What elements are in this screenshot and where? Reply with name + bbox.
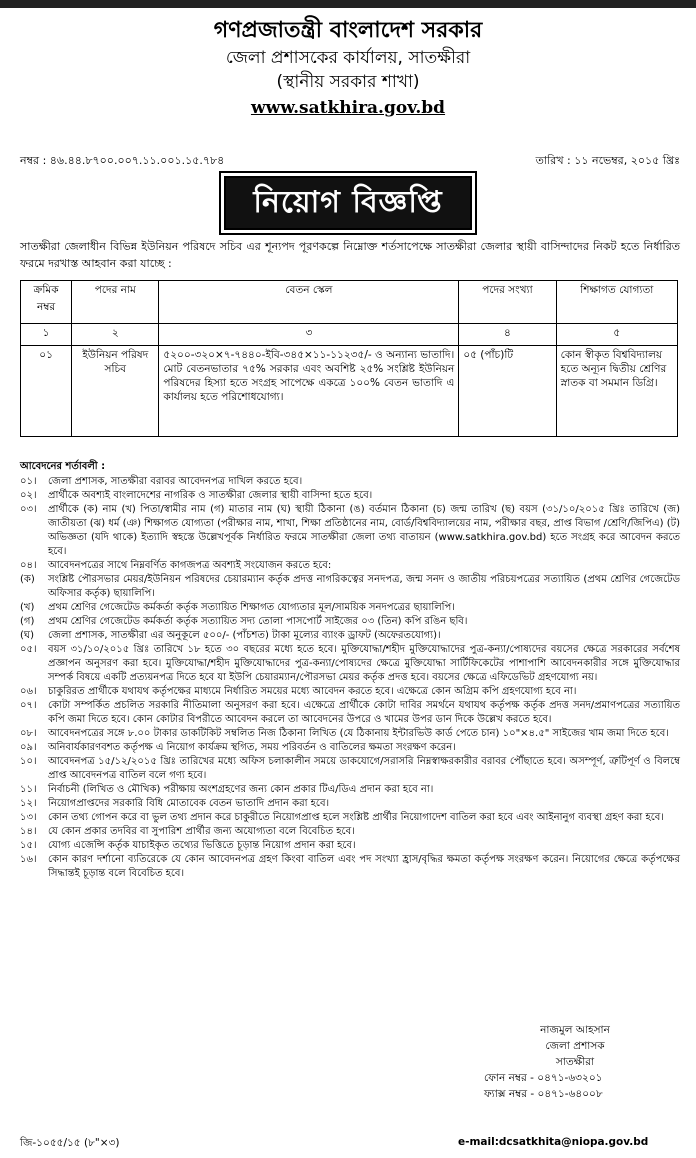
list-item [20, 503, 680, 559]
item-text: যে কোন প্রকার তদবির বা সুপারিশ প্রার্থীর জন্য অযোগ্যতা বলে বিবেচিত হবে। [48, 826, 355, 837]
list-item [20, 489, 680, 503]
list-item [20, 727, 680, 741]
item-text: প্রথম শ্রেণির গেজেটেড কর্মকর্তা কর্তৃক সত্যায়িত সদ্য তোলা পাসপোর্ট সাইজের ০৩ (তিন) কপি রঙিন ছবি। [48, 616, 468, 627]
item-number: (গ) [20, 616, 35, 627]
item-text: প্রথম শ্রেণির গেজেটেড কর্মকর্তা কর্তৃক সত্যায়িত শিক্ষাগত যোগ্যতার মূল/সাময়িক সনদপত্রের ছায়ালিপি। [48, 602, 455, 613]
item-number: ০৭। [20, 700, 37, 711]
item-text: সংশ্লিষ্ট পৌরসভার মেয়র/ইউনিয়ন পরিষদের চেয়ারম্যান কর্তৃক প্রদত্ত নাগরিকত্বের সনদপত্র, জন্ম সনদ ও জাতীয় পরিচয়পত্রের সত্যায়িত (প্রথম শ্রেণির গেজেটেড অফিসার কর্তৃক) ছায়ালিপি। [48, 574, 680, 599]
list-item [20, 573, 680, 601]
cell-qualification: কোন স্বীকৃত বিশ্ববিদ্যালয় হতে অন্যূন দ্বিতীয় শ্রেণির স্নাতক বা সমমান ডিগ্রি। [556, 346, 677, 437]
item-number: ১৬। [20, 854, 37, 865]
notice-title-box [224, 176, 472, 230]
item-number: ০৬। [20, 686, 37, 697]
list-item [20, 601, 680, 615]
item-text: জেলা প্রশাসক, সাতক্ষীরা এর অনুকূলে ৫০০/- (পাঁচশত) টাকা মূল্যের ব্যাংক ড্রাফট (অফেরতযোগ্য)। [48, 630, 441, 641]
list-item [20, 755, 680, 783]
header-post: পদের নাম [72, 281, 159, 324]
publication-code: জি-১০৫৫/১৫ (৮"×৩) [20, 1137, 120, 1149]
government-title: গণপ্রজাতন্ত্রী বাংলাদেশ সরকার [213, 18, 483, 43]
item-number: ১৩। [20, 812, 37, 823]
list-item [20, 685, 680, 699]
email-address[interactable]: e-mail:dcsatkhita@niopa.gov.bd [458, 1136, 649, 1148]
memo-date: তারিখ : ১১ নভেম্বর, ২০১৫ খ্রিঃ [535, 154, 680, 167]
intro-paragraph: সাতক্ষীরা জেলাধীন বিভিন্ন ইউনিয়ন পরিষদে সচিব এর শূন্যপদ পূরণকল্পে নিম্নোক্ত শর্তসাপেক্ষে সাতক্ষীরা জেলার স্থায়ী বাসিন্দাদের নিকট হতে নির্ধারিত ফরমে দরখাস্ত আহবান করা যাচ্ছে : [20, 240, 680, 270]
item-number: (খ) [20, 602, 35, 613]
list-item [20, 825, 680, 839]
item-number: ১৪। [20, 826, 37, 837]
phone-number: ফোন নম্বর - ০৪৭১-৬৩২০১ [484, 1072, 603, 1084]
website-link[interactable]: www.satkhira.gov.bd [250, 98, 446, 118]
list-item [20, 783, 680, 797]
col-number: ৫ [556, 324, 677, 346]
conditions-section [20, 460, 680, 881]
list-item [20, 643, 680, 685]
item-number: ০৯। [20, 742, 37, 753]
item-number: (ক) [20, 574, 35, 585]
item-text: নিয়োগপ্রাপ্তদের সরকারি বিধি মোতাবেক বেতন ভাতাদি প্রদান করা হবে। [48, 798, 330, 809]
item-text: কোন তথ্য গোপন করে বা ভুল তথ্য প্রদান করে চাকুরীতে নিয়োগপ্রাপ্ত হলে সংশ্লিষ্ট প্রার্থীর নিয়োগাদেশ বাতিল করা হবে এবং আইনানুগ ব্যবস্থা গ্রহণ করা হবে। [48, 812, 664, 823]
item-number: ০২। [20, 490, 37, 501]
item-text: প্রার্থীকে (ক) নাম (খ) পিতা/স্বামীর নাম (গ) মাতার নাম (ঘ) স্থায়ী ঠিকানা (ঙ) বর্তমান ঠিকানা (চ) জন্ম তারিখ (ছ) বয়স (৩১/১০/২০১৫ খ্রিঃ তারিখে (জ) জাতীয়তা (ঝ) ধর্ম (ঞ) শিক্ষাগত যোগ্যতা (পরীক্ষার নাম, শাখা, শিক্ষা প্রতিষ্ঠানের নাম, বোর্ড/বিশ্ববিদ্যালয়ের নাম, পরীক্ষার বছর, প্রাপ্ত বিভাগ /শ্রেণি/জিপিএ) (ট) অভিজ্ঞতা (যদি থাকে) ইত্যাদি স্বহস্তে উল্লেখপূর্বক নির্ধারিত ফরমে সাতক্ষীরা জেলা তথ্য বাতায়ন (www.satkhira.gov.bd) হতে সংগ্রহ করে আবেদন করতে হবে। [48, 504, 680, 557]
header [0, 12, 696, 122]
col-number: ৪ [459, 324, 556, 346]
list-item [20, 839, 680, 853]
item-text: জেলা প্রশাসক, সাতক্ষীরা বরাবর আবেদনপত্র দাখিল করতে হবে। [48, 476, 303, 487]
item-text: অনিবার্যকারণবশত কর্তৃপক্ষ এ নিয়োগ কার্যক্রম স্থগিত, সময় পরিবর্তন ও বাতিলের ক্ষমতা সংরক্ষণ করেন। [48, 742, 456, 753]
header-serial: ক্রমিক নম্বর [21, 281, 72, 324]
memo-number: নম্বর : ৪৬.৪৪.৮৭০০.০০৭.১১.০০১.১৫.৭৮৪ [20, 154, 225, 167]
col-number: ৩ [159, 324, 459, 346]
col-number: ২ [72, 324, 159, 346]
list-item [20, 741, 680, 755]
item-text: বয়স ৩১/১০/২০১৫ খ্রিঃ তারিখে ১৮ হতে ৩০ বছরের মধ্যে হতে হবে। মুক্তিযোদ্ধা/শহীদ মুক্তিযোদ্ধাদের পুত্র-কন্যা/পোষ্যদের বয়সের ক্ষেত্রে সরকারের সর্বশেষ প্রজ্ঞাপন অনুসরণ করা হবে। মুক্তিযোদ্ধা/শহীদ মুক্তিযোদ্ধাদের পুত্র-কন্যা/পোষ্যদের ক্ষেত্রে মুক্তিযোদ্ধা সার্টিফিকেটের পাশাপাশি আবেদনকারীর সঙ্গে মুক্তিযোদ্ধার সম্পর্ক বিষয়ে একটি প্রত্যয়নপত্র দিতে হবে যা ইউপি চেয়ারম্যান/পৌরসভা মেয়র কর্তৃক প্রদত্ত হবে। বয়সের ক্ষেত্রে এফিডেভিট গ্রহণযোগ্য নয়। [48, 644, 680, 683]
branch-title: (স্থানীয় সরকার শাখা) [276, 72, 420, 92]
item-number: (ঘ) [20, 630, 34, 641]
office-title: জেলা প্রশাসকের কার্যালয়, সাতক্ষীরা [225, 48, 471, 68]
item-number: ০৮। [20, 728, 37, 739]
item-text: যোগ্য এজেন্সি কর্তৃক যাচাইকৃত তথ্যের ভিত্তিতে চূড়ান্ত নিয়োগ প্রদান করা হবে। [48, 840, 356, 851]
item-text: আবেদনপত্রের সাথে নিম্নবর্ণিত কাগজপত্র অবশ্যই সংযোজন করতে হবে: [48, 560, 332, 571]
table-header-row [21, 281, 678, 324]
item-number: ০৪। [20, 560, 37, 571]
list-item [20, 615, 680, 629]
memo-row [20, 152, 680, 171]
cell-serial: ০১ [21, 346, 72, 437]
header-qualification: শিক্ষাগত যোগ্যতা [556, 281, 677, 324]
item-text: চাকুরিরত প্রার্থীকে যথাযথ কর্তৃপক্ষের মাধ্যমে নির্ধারিত সময়ের মধ্যে আবেদন করতে হবে। এক্ষেত্রে কোন অগ্রিম কপি গ্রহণযোগ্য হবে না। [48, 686, 577, 697]
signature-block [470, 1022, 680, 1102]
item-text: কোটা সম্পর্কিত প্রচলিত সরকারি নীতিমালা অনুসরণ করা হবে। এক্ষেত্রে প্রার্থীকে কোটা দাবির সমর্থনে যথাযথ কর্তৃপক্ষ কর্তৃক প্রদত্ত সনদ/প্রমাণপত্রের সত্যায়িত কপি জমা দিতে হবে। কোন কোটার বিপরীতে আবেদন করলে তা আবেদনের উপরে ও খামের উপর ডান দিকে উল্লেখ করতে হবে। [48, 700, 680, 725]
header-scale: বেতন স্কেল [159, 281, 459, 324]
item-text: নির্বাচনী (লিখিত ও মৌখিক) পরীক্ষায় অংশগ্রহণের জন্য কোন প্রকার টিএ/ডিএ প্রদান করা হবে না। [48, 784, 434, 795]
list-item [20, 629, 680, 643]
header-count: পদের সংখ্যা [459, 281, 556, 324]
cell-scale: ৫২০০-৩২০×৭-৭৪৪০-ইবি-৩৪৫×১১-১১২৩৫/- ও অন্যান্য ভাতাদি। মোট বেতনভাতার ৭৫% সরকার এবং অবশিষ্ট ২৫% সংশ্লিষ্ট ইউনিয়ন পরিষদের হিস্যা হতে সংগ্রহ সাপেক্ষে একত্রে ১০০% বেতন ভাতাদি এ কার্যালয় হতে পরিশোধযোগ্য। [159, 346, 459, 437]
cell-count: ০৫ (পাঁচ)টি [459, 346, 556, 437]
list-item [20, 811, 680, 825]
list-item [20, 699, 680, 727]
conditions-heading: আবেদনের শর্তাবলী : [20, 461, 106, 472]
item-text: কোন কারণ দর্শানো ব্যতিরেকে যে কোন আবেদনপত্র গ্রহণ কিংবা বাতিল এবং পদ সংখ্যা হ্রাস/বৃদ্ধির ক্ষমতা কর্তৃপক্ষ সংরক্ষণ করেন। নিয়োগের ক্ষেত্রে কর্তৃপক্ষের সিদ্ধান্তই চূড়ান্ত বলে বিবেচিত হবে। [48, 854, 680, 879]
list-item [20, 559, 680, 573]
item-number: ১২। [20, 798, 37, 809]
item-number: ১১। [20, 784, 37, 795]
item-text: প্রার্থীকে অবশ্যই বাংলাদেশের নাগরিক ও সাতক্ষীরা জেলার স্থায়ী বাসিন্দা হতে হবে। [48, 490, 373, 501]
list-item [20, 797, 680, 811]
cell-post: ইউনিয়ন পরিষদ সচিব [72, 346, 159, 437]
item-text: আবেদনপত্র ১৫/১২/২০১৫ খ্রিঃ তারিখের মধ্যে অফিস চলাকালীন সময়ে ডাকযোগে/সরাসরি নিম্নস্বাক্ষরকারীর বরাবর পৌঁছাতে হবে। অসম্পূর্ণ, ত্রুটিপূর্ণ ও বিলম্বে প্রাপ্ত আবেদনপত্র বাতিল বলে গণ্য হবে। [48, 756, 680, 781]
item-number: ১৫। [20, 840, 37, 851]
signer-office: সাতক্ষীরা [555, 1056, 595, 1068]
item-number: ০৫। [20, 644, 37, 655]
signer-designation: জেলা প্রশাসক [545, 1040, 605, 1052]
jobs-table [20, 280, 678, 437]
item-text: আবেদনপত্রের সঙ্গে ৮.০০ টাকার ডাকটিকিট সম্বলিত নিজ ঠিকানা লিখিত (যে ঠিকানায় ইন্টারভিউ কার্ড পেতে চান) ১০"×৪.৫" সাইজের খাম জমা দিতে হবে। [48, 728, 669, 739]
list-item [20, 475, 680, 489]
notice-title: নিয়োগ বিজ্ঞপ্তি [253, 184, 443, 220]
item-number: ০১। [20, 476, 37, 487]
list-item [20, 853, 680, 881]
conditions-list [20, 475, 680, 881]
table-row [21, 346, 678, 437]
fax-number: ফ্যাক্স নম্বর - ০৪৭১-৬৪০০৮ [484, 1088, 603, 1100]
col-number: ১ [21, 324, 72, 346]
signer-name: নাজমুল আহসান [540, 1024, 610, 1036]
table-number-row [21, 324, 678, 346]
item-number: ১০। [20, 756, 37, 767]
top-band [0, 0, 696, 8]
item-number: ০৩। [20, 504, 37, 515]
